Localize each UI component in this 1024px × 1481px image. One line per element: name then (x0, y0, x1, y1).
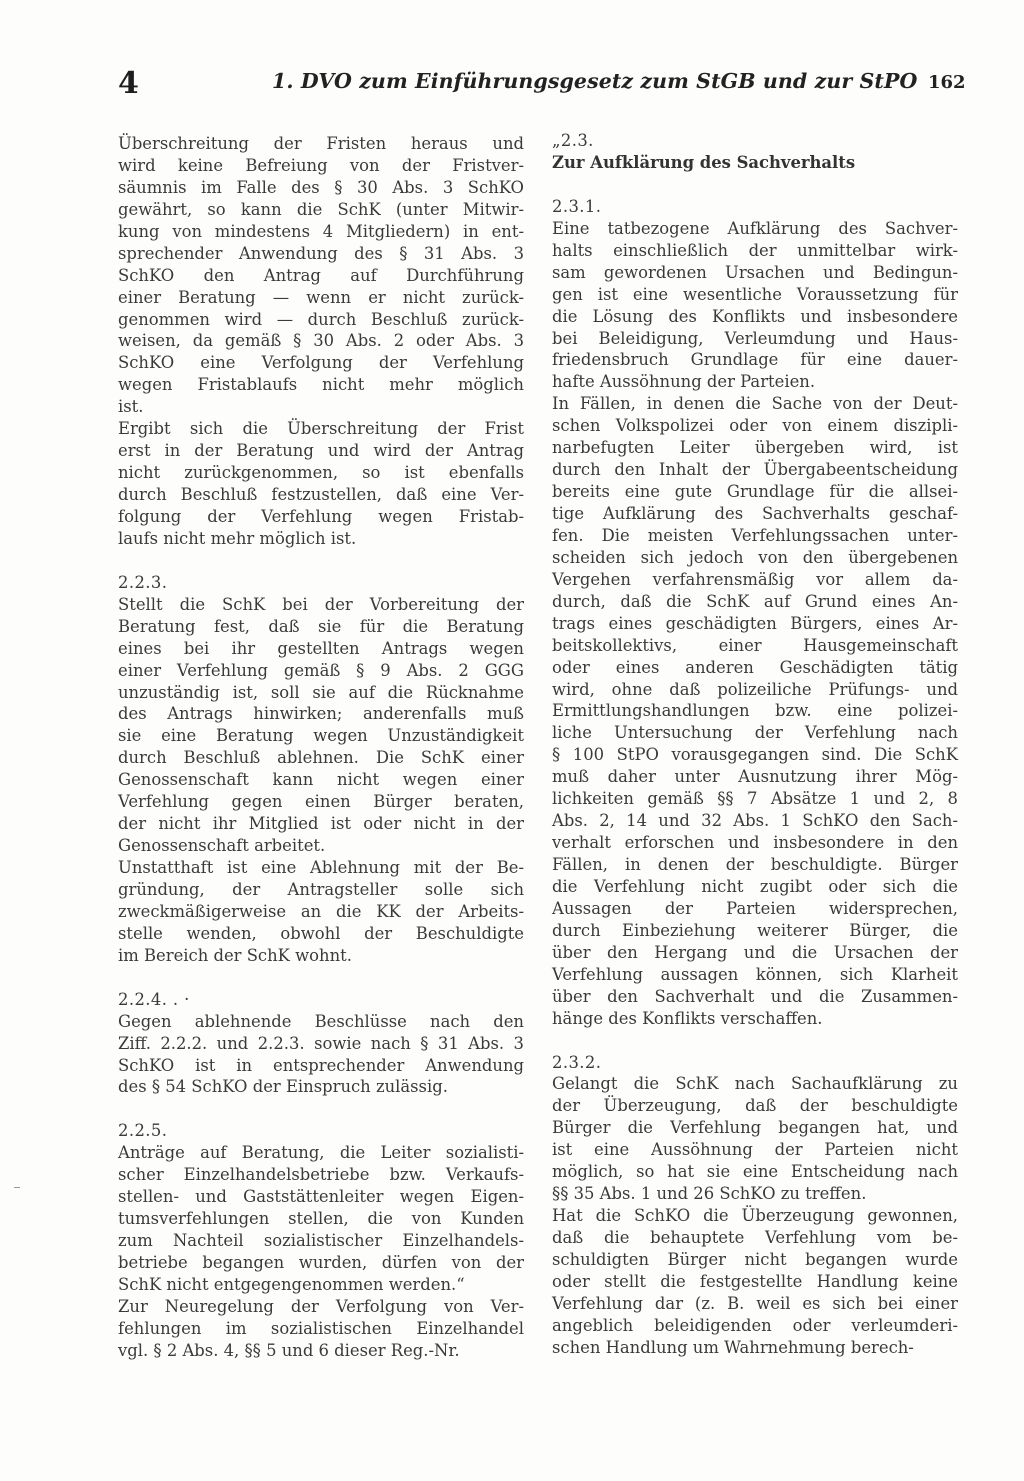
text-line: scheiden sich jedoch von den übergebenen (552, 547, 958, 567)
text-line: möglich, so hat sie eine Entscheidung nach (552, 1162, 958, 1182)
text-line: durch Beschluß ablehnen. Die SchK einer (118, 748, 524, 768)
text-line: Verfehlung gegen einen Bürger beraten, (118, 792, 524, 812)
text-line: Überschreitung der Fristen heraus und (118, 134, 524, 153)
text-line: stelle wenden, obwohl der Beschuldigte (118, 923, 524, 943)
text-line: Aussagen der Parteien widersprechen, (552, 898, 958, 918)
text-line: Ermittlungshandlungen bzw. eine polizei- (552, 701, 958, 721)
text-line: Unstatthaft ist eine Ablehnung mit der Be- (118, 858, 524, 877)
paragraph-frist (118, 418, 524, 550)
section-2-3-1-text-2 (552, 393, 958, 1029)
text-line: hänge des Konflikts verschaffen. (552, 1008, 823, 1028)
margin-mark (14, 1187, 20, 1188)
left-column (118, 133, 524, 1362)
text-line: bei Beleidigung, Verleumdung und Haus- (552, 328, 958, 348)
text-line: die Lösung des Konflikts und insbesondere (552, 306, 958, 326)
text-line: fen. Die meisten Verfehlungssachen unter- (552, 525, 958, 545)
text-line: der Überzeugung, daß der beschuldigte (552, 1096, 958, 1116)
section-2-2-4-text (118, 1011, 524, 1099)
text-line: vgl. § 2 Abs. 4, §§ 5 und 6 dieser Reg.-Nr. (118, 1340, 460, 1360)
text-line: ist eine Aussöhnung der Parteien nicht (552, 1140, 958, 1160)
text-line: durch, daß die SchK auf Grund eines An- (552, 591, 958, 611)
page-number: 162 (928, 72, 966, 93)
text-line: gen ist eine wesentliche Voraussetzung für (552, 284, 958, 304)
text-line: schen Volkspolizei oder von einem diszipli- (552, 416, 958, 436)
text-line: unzuständig ist, soll sie auf die Rücknahme (118, 682, 524, 702)
text-line: im Bereich der SchK wohnt. (118, 945, 352, 965)
section-number-2-3-2: 2.3.2. (552, 1052, 602, 1072)
text-line: säumnis im Falle des § 30 Abs. 3 SchKO (118, 177, 524, 197)
text-line: betriebe begangen wurden, dürfen von der (118, 1253, 524, 1272)
text-line: trags eines geschädigten Bürgers, eines Ar- (552, 613, 958, 633)
text-line: laufs nicht mehr möglich ist. (118, 528, 357, 548)
text-line: Stellt die SchK bei der Vorbereitung der (118, 594, 524, 614)
text-line: tige Aufklärung des Sachverhalts geschaf- (552, 504, 958, 523)
text-line: der nicht ihr Mitglied ist oder nicht in der (118, 814, 524, 834)
section-number-2-2-5: 2.2.5. (118, 1121, 168, 1141)
text-line: gewährt, so kann die SchK (unter Mitwir- (118, 199, 524, 219)
text-line: muß daher unter Ausnutzung ihrer Mög- (552, 767, 958, 787)
text-line: sprechender Anwendung des § 31 Abs. 3 (118, 243, 524, 263)
section-2-2-3-text (118, 594, 524, 857)
right-column (552, 130, 958, 1359)
text-line: § 100 StPO vorausgegangen sind. Die SchK (552, 745, 958, 765)
text-line: wegen Fristablaufs nicht mehr möglich (118, 375, 524, 395)
running-title: 1. DVO zum Einführungsgesetz zum StGB und zur StPO (272, 69, 918, 93)
text-line: Zur Neuregelung der Verfolgung von Ver- (118, 1296, 524, 1316)
text-line: durch den Inhalt der Übergabeentscheidung (552, 460, 958, 480)
text-line: SchK nicht entgegengenommen werden.“ (118, 1274, 465, 1294)
section-2-2-5-note (118, 1296, 524, 1362)
text-line: daß die behauptete Verfehlung vom be- (552, 1228, 958, 1247)
text-line: kung von mindestens 4 Mitgliedern) in ent- (118, 221, 524, 241)
text-line: lichkeiten gemäß §§ 7 Absätze 1 und 2, 8 (552, 789, 958, 809)
text-line: Hat die SchKO die Überzeugung gewonnen, (552, 1206, 958, 1226)
text-line: scher Einzelhandelsbetriebe bzw. Verkaufs- (118, 1165, 524, 1185)
text-line: §§ 35 Abs. 1 und 26 SchKO zu treffen. (552, 1184, 867, 1204)
text-line: narbefugten Leiter übergeben wird, ist (552, 438, 958, 458)
text-line: Genossenschaft arbeitet. (118, 836, 326, 856)
section-2-3-1-text (552, 218, 958, 394)
text-line: Ergibt sich die Überschreitung der Frist (118, 419, 524, 439)
text-line: zweckmäßigerweise an die KK der Arbeits- (118, 901, 524, 921)
text-line: Gegen ablehnende Beschlüsse nach den (118, 1011, 524, 1031)
text-line: tumsverfehlungen stellen, die von Kunden (118, 1209, 524, 1229)
text-line: schuldigten Bürger nicht begangen wurde (552, 1249, 958, 1269)
text-line: fehlungen im sozialistischen Einzelhandel (118, 1318, 524, 1338)
text-line: ist. (118, 397, 144, 417)
text-line: einer Verfehlung gemäß § 9 Abs. 2 GGG (118, 660, 524, 680)
text-line: schen Handlung um Wahrnehmung berech- (552, 1337, 914, 1357)
text-line: gründung, der Antragsteller solle sich (118, 879, 524, 899)
text-line: SchKO ist in entsprechender Anwendung (118, 1055, 524, 1075)
text-line: halts einschließlich der unmittelbar wirk- (552, 240, 958, 260)
section-number-2-2-4: 2.2.4. . · (118, 989, 190, 1009)
section-2-3-2-text-2 (552, 1205, 958, 1359)
text-line: Eine tatbezogene Aufklärung des Sachver- (552, 218, 958, 238)
text-line: verhalt erforschen und insbesondere in den (552, 833, 958, 853)
text-line: Genossenschaft kann nicht wegen einer (118, 770, 524, 790)
text-line: die Verfehlung nicht zugibt oder sich die (552, 876, 958, 896)
text-line: weisen, da gemäß § 30 Abs. 2 oder Abs. 3 (118, 331, 524, 351)
text-line: sie eine Beratung wegen Unzuständigkeit (118, 726, 524, 746)
text-line: erst in der Beratung und wird der Antrag (118, 441, 524, 461)
section-2-2-5-text (118, 1142, 524, 1296)
section-number-2-3-1: 2.3.1. (552, 196, 602, 216)
text-line: folgung der Verfehlung wegen Fristab- (118, 506, 524, 526)
text-line: eines bei ihr gestellten Antrags wegen (118, 638, 524, 658)
text-line: Fällen, in denen der beschuldigte. Bürger (552, 855, 958, 874)
section-number-2-3: „2.3. (552, 131, 594, 150)
text-line: Abs. 2, 14 und 32 Abs. 1 SchKO den Sach- (552, 811, 958, 831)
section-number-2-2-3: 2.2.3. (118, 572, 168, 592)
text-line: durch Einbeziehung weiterer Bürger, die (552, 920, 958, 940)
text-line: zum Nachteil sozialistischer Einzelhandels- (118, 1231, 524, 1251)
section-2-3-2-text (552, 1073, 958, 1205)
paragraph-continued (118, 133, 524, 418)
text-line: stellen- und Gaststättenleiter wegen Eigen- (118, 1187, 524, 1207)
text-line: oder stellt die festgestellte Handlung keine (552, 1271, 958, 1291)
text-line: Anträge auf Beratung, die Leiter sozialisti- (118, 1143, 524, 1163)
text-line: wird, ohne daß polizeiliche Prüfungs- und (552, 679, 958, 699)
text-line: Verfehlung aussagen können, sich Klarheit (552, 964, 958, 984)
chapter-number: 4 (118, 66, 139, 101)
text-line: SchKO den Antrag auf Durchführung (118, 265, 524, 285)
text-line: nicht zurückgenommen, so ist ebenfalls (118, 463, 524, 483)
text-line: Vergehen verfahrensmäßig vor allem da- (552, 569, 958, 589)
text-line: oder eines anderen Geschädigten tätig (552, 657, 958, 677)
text-line: über den Hergang und die Ursachen der (552, 942, 958, 962)
section-2-3-heading: Zur Aufklärung des Sachverhalts (552, 152, 856, 172)
text-line: friedensbruch Grundlage für eine dauer- (552, 350, 958, 370)
text-line: Beratung fest, daß sie für die Beratung (118, 616, 524, 636)
text-line: über den Sachverhalt und die Zusammen- (552, 986, 958, 1006)
section-2-2-3-text-2 (118, 857, 524, 967)
text-line: bereits eine gute Grundlage für die allsei- (552, 482, 958, 502)
text-line: Verfehlung dar (z. B. weil es sich bei einer (552, 1293, 958, 1313)
text-line: des § 54 SchKO der Einspruch zulässig. (118, 1077, 448, 1097)
text-line: wird keine Befreiung von der Fristver- (118, 155, 524, 175)
text-line: des Antrags hinwirken; anderenfalls muß (118, 704, 524, 724)
text-line: angeblich beleidigenden oder verleumderi- (552, 1315, 958, 1335)
text-line: In Fällen, in denen die Sache von der Deut- (552, 394, 958, 414)
text-line: beitskollektivs, einer Hausgemeinschaft (552, 635, 958, 655)
text-line: sam gewordenen Ursachen und Bedingun- (552, 262, 958, 282)
text-line: liche Untersuchung der Verfehlung nach (552, 723, 958, 743)
text-line: Bürger die Verfehlung begangen hat, und (552, 1118, 958, 1138)
text-line: Ziff. 2.2.2. und 2.2.3. sowie nach § 31 Abs. 3 (118, 1033, 524, 1053)
text-line: durch Beschluß festzustellen, daß eine Ver- (118, 485, 524, 504)
text-line: genommen wird — durch Beschluß zurück- (118, 309, 524, 329)
text-line: hafte Aussöhnung der Parteien. (552, 372, 816, 392)
text-line: einer Beratung — wenn er nicht zurück- (118, 287, 524, 307)
text-line: Gelangt die SchK nach Sachaufklärung zu (552, 1074, 958, 1094)
text-line: SchKO eine Verfolgung der Verfehlung (118, 353, 524, 373)
